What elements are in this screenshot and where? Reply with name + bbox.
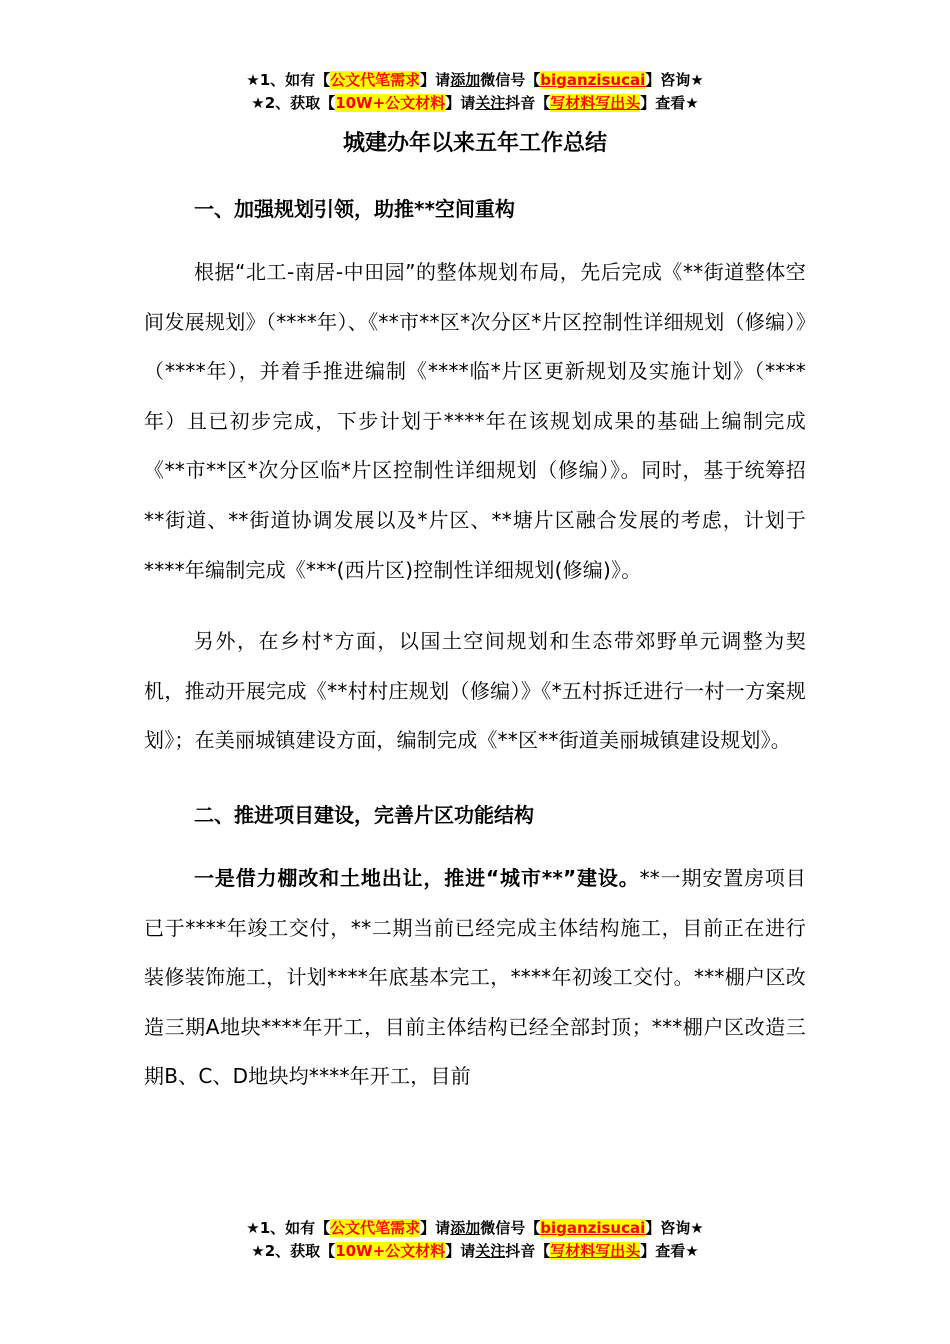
banner-text: ★2、获取【 <box>251 94 336 112</box>
wechat-id-link[interactable]: biganzisucai <box>540 1219 646 1237</box>
banner-text: ★1、如有【 <box>246 1219 331 1237</box>
banner-emphasis: 添加 <box>450 1219 481 1237</box>
banner-text: 】查看★ <box>640 1242 699 1260</box>
banner-text: 】咨询★ <box>645 71 704 89</box>
banner-text: 抖音【 <box>505 94 551 112</box>
banner-highlight: 公文代笔需求 <box>330 71 421 89</box>
banner-text: 微信号【 <box>480 1219 541 1237</box>
banner-text: 】请 <box>420 71 451 89</box>
banner-text: ★2、获取【 <box>251 1242 336 1260</box>
footer-banner <box>0 1217 950 1263</box>
banner-text: 】请 <box>445 94 476 112</box>
wechat-id-link[interactable]: biganzisucai <box>540 71 646 89</box>
paragraph-lead: 一是借力棚改和土地出让，推进“城市**”建设。 <box>194 865 640 890</box>
banner-line-2 <box>0 1240 950 1263</box>
paragraph: 另外，在乡村*方面，以国土空间规划和生态带郊野单元调整为契机，推动开展完成《**村村庄规划（修编）》《*五村拆迁进行一村一方案规划》；在美丽城镇建设方面，编制完成《**区**街道美丽城镇建设规划》。 <box>144 629 806 753</box>
banner-text: 微信号【 <box>480 71 541 89</box>
paragraph <box>144 854 806 1102</box>
document-body <box>144 186 806 1102</box>
banner-line-2 <box>0 92 950 115</box>
banner-emphasis: 添加 <box>450 71 481 89</box>
section-heading-2: 二、推进项目建设，完善片区功能结构 <box>194 802 534 827</box>
banner-text: 】请 <box>420 1219 451 1237</box>
paragraph: 根据“北工-南居-中田园”的整体规划布局，先后完成《**街道整体空间发展规划》（****年）、《**市**区*次分区*片区控制性详细规划（修编）》（****年），并着手推进编制《****临*片区更新规划及实施计划》（****年）且已初步完成，下步计划于****年在该规划成果的基础上编制完成《**市**区*次分区临*片区控制性详细规划（修编）》。同时，基于统筹招**街道、**街道协调发展以及*片区、**塘片区融合发展的考虑，计划于****年编制完成《***(西片区)控制性详细规划(修编)》。 <box>144 260 806 582</box>
paragraph-body: **一期安置房项目已于****年竣工交付，**二期当前已经完成主体结构施工，目前正在进行装修装饰施工，计划****年底基本完工，****年初竣工交付。***棚户区改造三期A地块****年开工，目前主体结构已经全部封顶；***棚户区改造三期B、C、D地块均****年开工，目前 <box>144 865 806 1089</box>
banner-text: 】咨询★ <box>645 1219 704 1237</box>
banner-line-1 <box>0 1217 950 1240</box>
banner-text: 抖音【 <box>505 1242 551 1260</box>
section-heading-1: 一、加强规划引领，助推**空间重构 <box>194 197 515 221</box>
douyin-account-link[interactable]: 写材料写出头 <box>550 94 641 112</box>
banner-highlight: 10W+公文材料 <box>335 1242 446 1260</box>
douyin-account-link[interactable]: 写材料写出头 <box>550 1242 641 1260</box>
document-title: 城建办年以来五年工作总结 <box>342 131 607 156</box>
banner-text: 】查看★ <box>640 94 699 112</box>
banner-line-1 <box>0 69 950 92</box>
banner-text: ★1、如有【 <box>246 71 331 89</box>
banner-highlight: 公文代笔需求 <box>330 1219 421 1237</box>
banner-highlight: 10W+公文材料 <box>335 94 446 112</box>
header-banner <box>0 69 950 115</box>
banner-text: 】请 <box>445 1242 476 1260</box>
banner-emphasis: 关注 <box>475 1242 506 1260</box>
banner-emphasis: 关注 <box>475 94 506 112</box>
